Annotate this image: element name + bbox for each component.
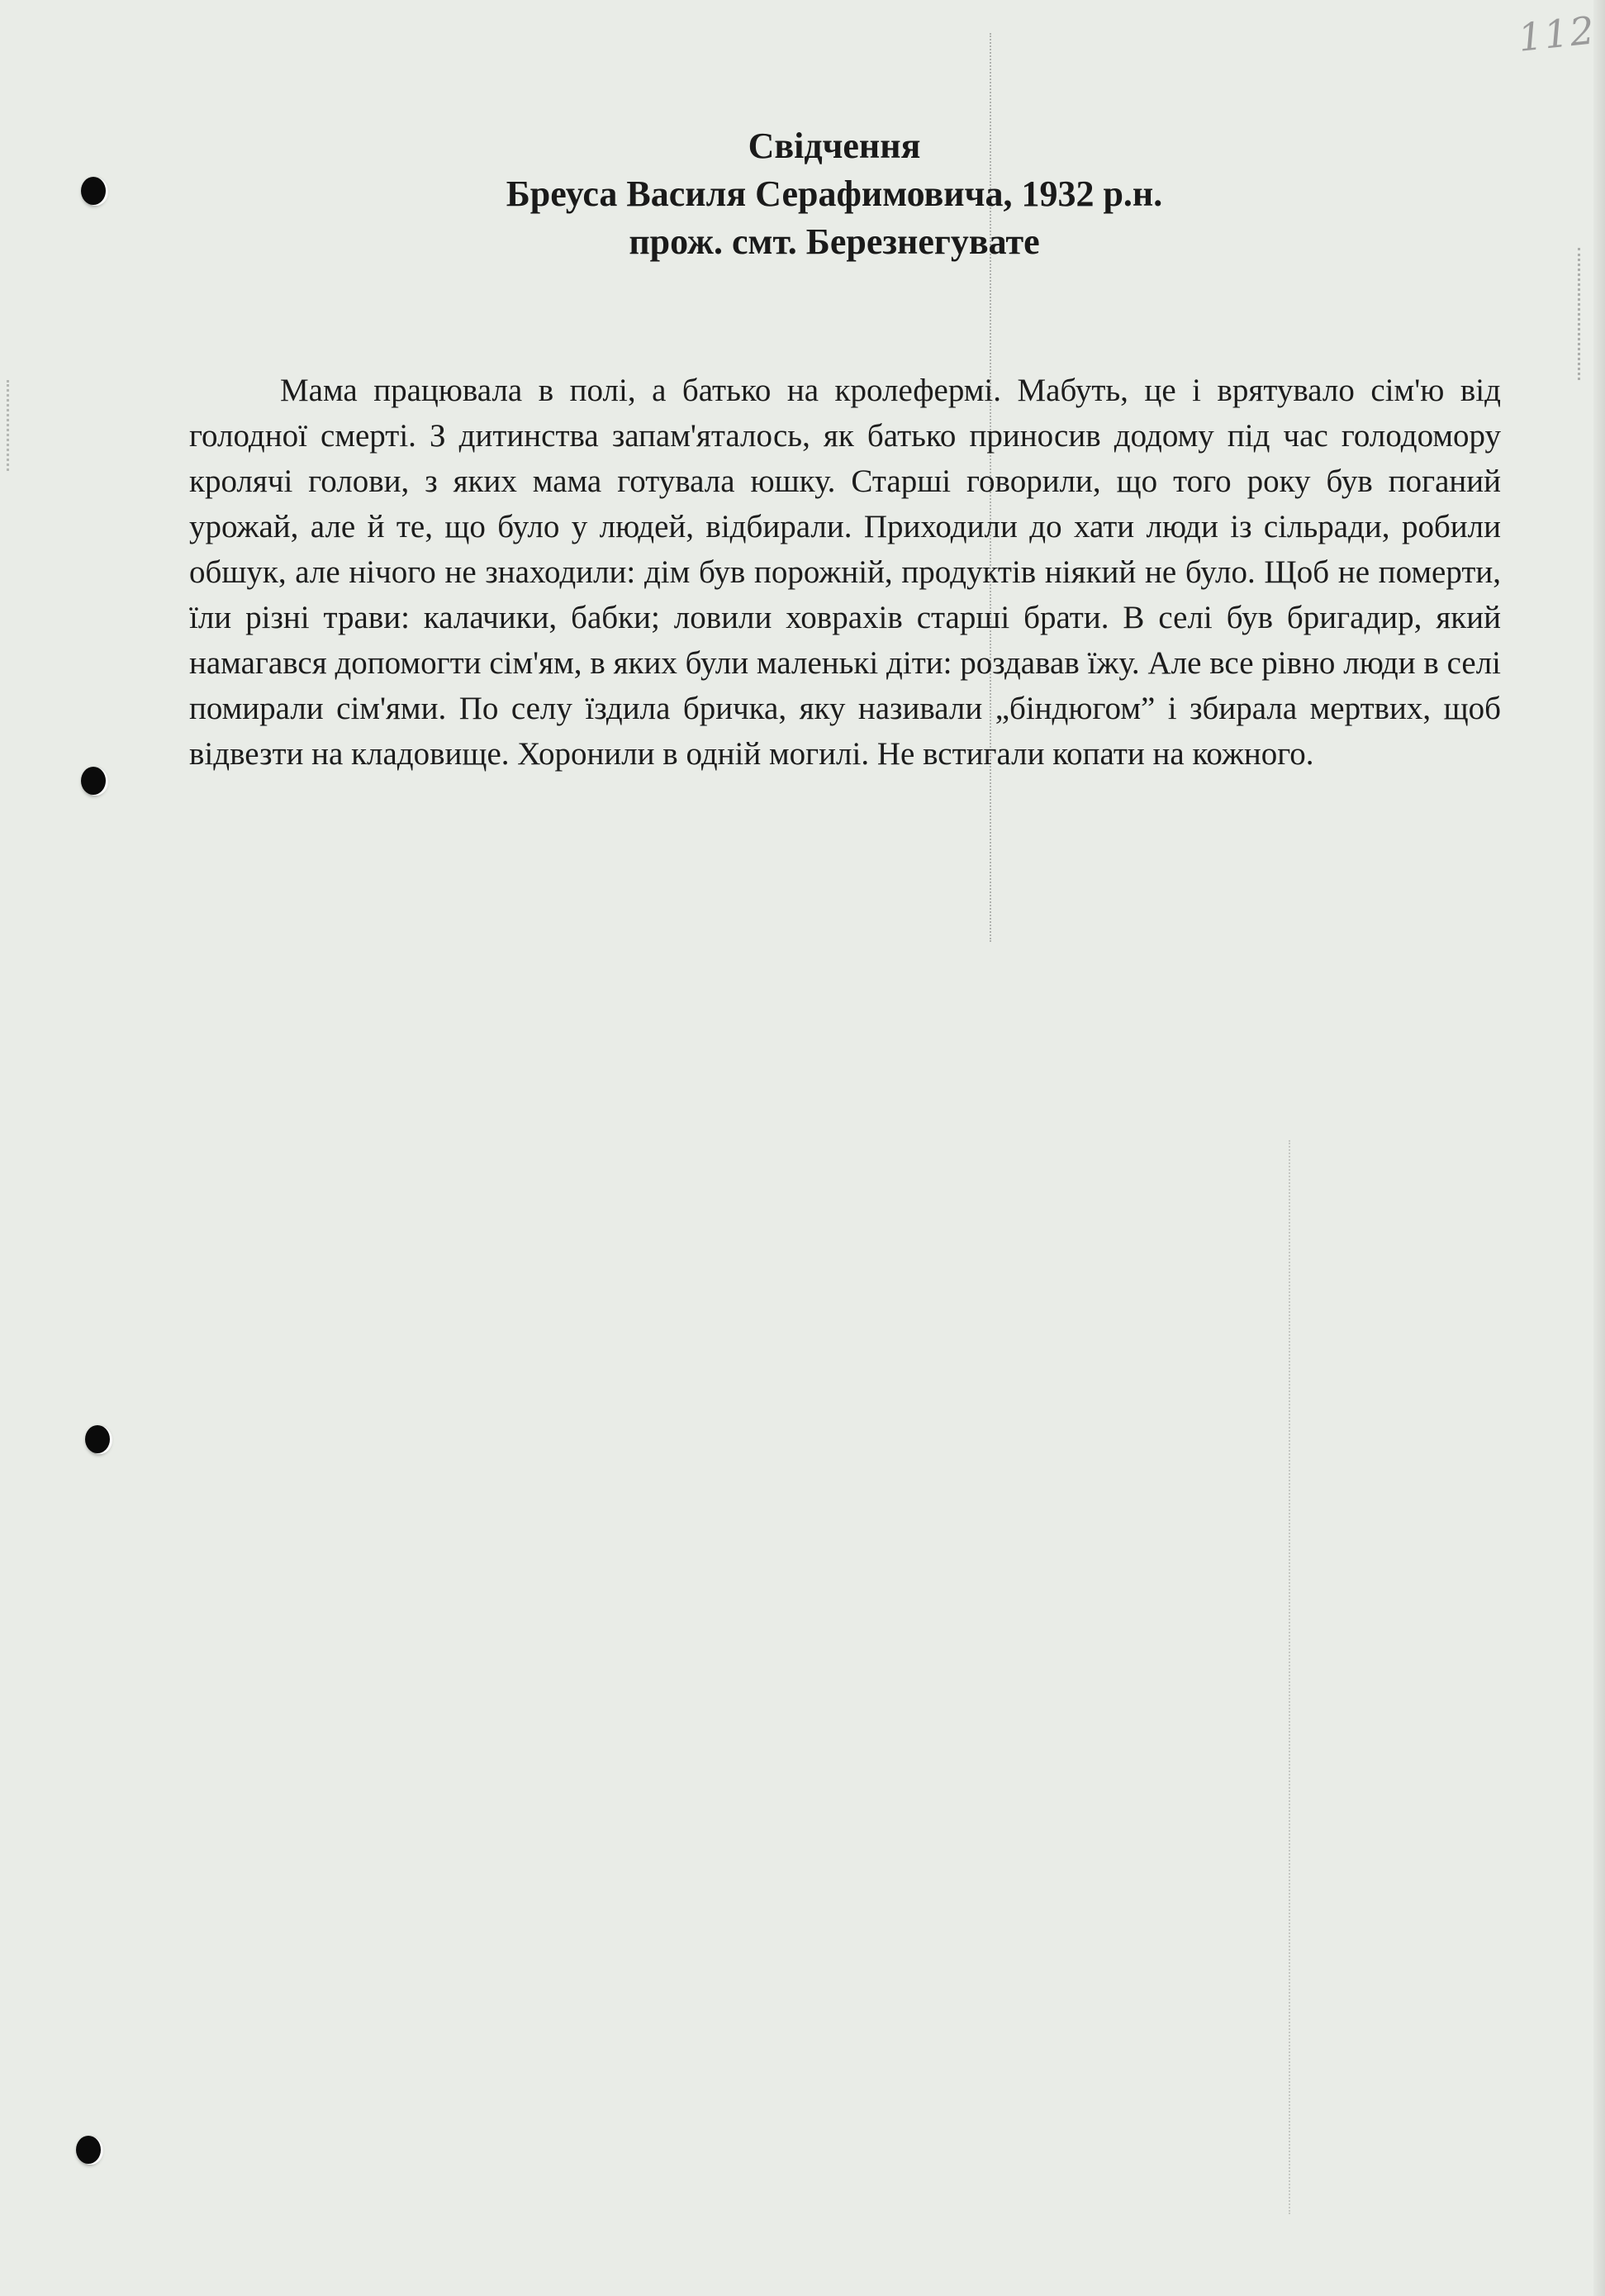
- document-header: [248, 122, 1421, 266]
- handwritten-page-number: 112: [1516, 7, 1598, 60]
- page-edge: [1593, 0, 1605, 2296]
- punch-hole: [81, 767, 106, 795]
- witness-residence: прож. смт. Березнегувате: [629, 221, 1040, 262]
- punch-hole: [76, 2136, 101, 2164]
- scan-specks: [7, 380, 14, 471]
- scan-specks: [1578, 248, 1588, 380]
- punch-hole: [85, 1425, 110, 1453]
- document-title: Свідчення: [748, 126, 921, 166]
- fold-line: [1289, 1140, 1290, 2214]
- punch-hole: [81, 177, 106, 205]
- testimony-paragraph: Мама працювала в полі, а батько на кролефермі. Мабуть, це і врятувало сім'ю від голодної смерті. З дитинства запам'яталось, як батько приносив додому під час голодомору кролячі голови, з яких мама готувала юшку. Старші говорили, що того року був поганий урожай, але й те, що було у людей, відбирали. Приходили до хати люди із сільради, робили обшук, але нічого не знаходили: дім був порожній, продуктів ніякий не було. Щоб не померти, їли різні трави: калачики, бабки; ловили ховрахів старші брати. В селі був бригадир, який намагався допомогти сім'ям, в яких були маленькі діти: роздавав їжу. Але все рівно люди в селі помирали сім'ями. По селу їздила бричка, яку називали „біндюгом” і збирала мертвих, щоб відвезти на кладовище. Хоронили в одній могилі. Не встигали копати на кожного.: [189, 373, 1501, 772]
- witness-name: Бреуса Василя Серафимовича, 1932 р.н.: [506, 174, 1163, 214]
